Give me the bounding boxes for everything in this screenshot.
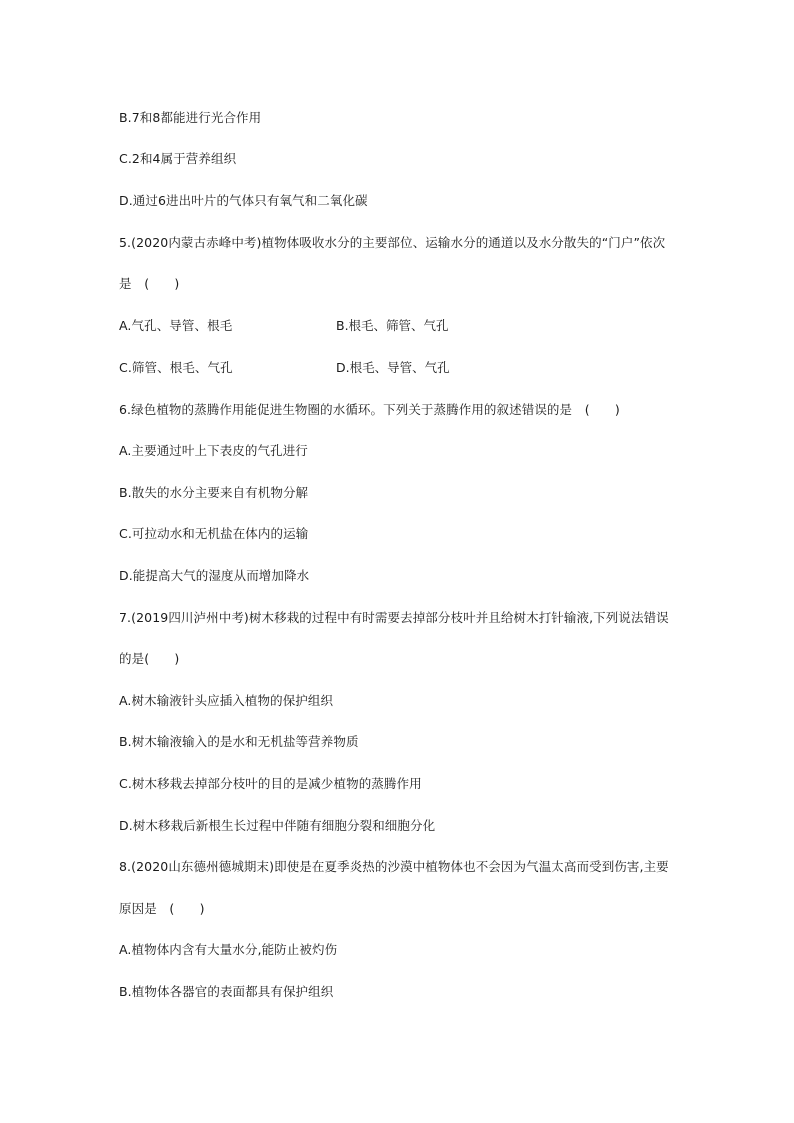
q4-option-c: C.2和4属于营养组织 <box>119 151 237 166</box>
q6-option-d: D.能提高大气的湿度从而增加降水 <box>119 568 310 583</box>
q7-stem-line1: 7.(2019四川泸州中考)树木移栽的过程中有时需要去掉部分枝叶并且给树木打针输液,下列说法错误 <box>119 610 669 625</box>
q7-option-c: C.树木移栽去掉部分枝叶的目的是减少植物的蒸腾作用 <box>119 776 422 791</box>
q4-option-d: D.通过6进出叶片的气体只有氧气和二氧化碳 <box>119 193 368 208</box>
q8-stem-line1: 8.(2020山东德州德城期末)即使是在夏季炎热的沙漠中植物体也不会因为气温太高而受到伤害,主要 <box>119 859 669 874</box>
q5-stem-line2: 是 ( ) <box>119 276 180 291</box>
q8-stem-line2: 原因是 ( ) <box>119 901 205 916</box>
q6-option-a: A.主要通过叶上下表皮的气孔进行 <box>119 443 308 458</box>
q8-option-a: A.植物体内含有大量水分,能防止被灼伤 <box>119 942 338 957</box>
q7-stem-line2: 的是( ) <box>119 651 180 666</box>
q4-option-b: B.7和8都能进行光合作用 <box>119 110 262 125</box>
q6-option-c: C.可拉动水和无机盐在体内的运输 <box>119 526 309 541</box>
q5-option-a: A.气孔、导管、根毛 <box>119 318 233 333</box>
q8-option-b: B.植物体各器官的表面都具有保护组织 <box>119 984 334 999</box>
q5-option-b: B.根毛、筛管、气孔 <box>336 318 449 333</box>
q7-option-d: D.树木移栽后新根生长过程中伴随有细胞分裂和细胞分化 <box>119 818 436 833</box>
q5-option-c: C.筛管、根毛、气孔 <box>119 360 233 375</box>
q6-stem: 6.绿色植物的蒸腾作用能促进生物圈的水循环。下列关于蒸腾作用的叙述错误的是 ( ) <box>119 402 620 417</box>
q7-option-b: B.树木输液输入的是水和无机盐等营养物质 <box>119 734 359 749</box>
q5-option-d: D.根毛、导管、气孔 <box>336 360 450 375</box>
q6-option-b: B.散失的水分主要来自有机物分解 <box>119 485 309 500</box>
q5-stem-line1: 5.(2020内蒙古赤峰中考)植物体吸收水分的主要部位、运输水分的通道以及水分散失的“门户”依次 <box>119 235 666 250</box>
q7-option-a: A.树木输液针头应插入植物的保护组织 <box>119 693 334 708</box>
